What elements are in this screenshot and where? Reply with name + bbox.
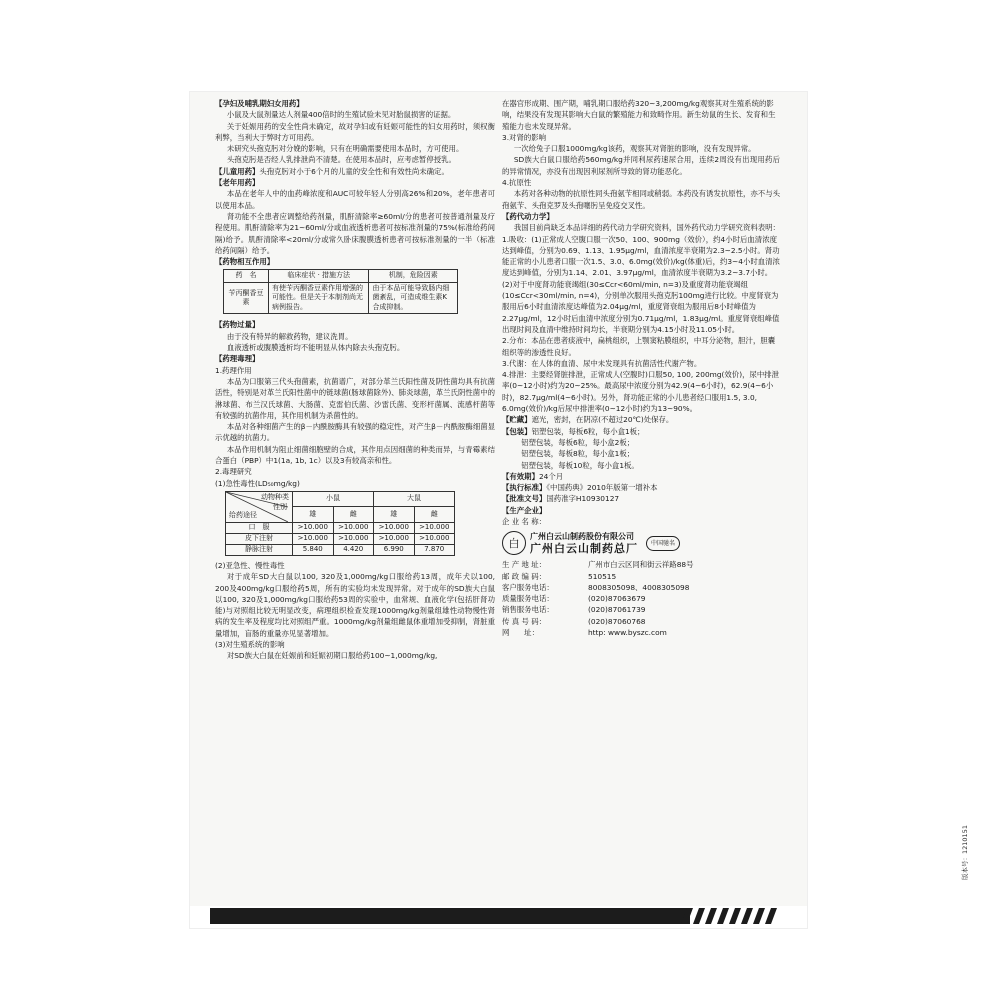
footer-stripes <box>681 908 781 924</box>
ld50-cell: >10.000 <box>333 522 374 533</box>
leaflet-sheet <box>190 92 807 928</box>
interaction-cell: 由于本品可能导致肠内细菌紊乱，可造成维生素K合成抑制。 <box>369 282 458 314</box>
contact-value: 广州市白云区同和街云祥路88号 <box>588 560 694 570</box>
route-cell: 皮下注射 <box>226 533 293 544</box>
contact-key: 生 产 地 址： <box>502 560 547 570</box>
pk-p1: 我国目前尚缺乏本品详细的药代动力学研究资料，国外药代动力学研究资料表明： <box>513 223 780 233</box>
sub-p1: 对于成年SD大白鼠以100, 320及1,000mg/kg口服给药13周，成年犬以100, 200及400mg/kg口服给药5周，所有的实验均未发现异常。对于成年的SD族大白鼠以100, 320及1,000mg/kg口服给药53周的实验中，血常规、血液化学(包括肝肾功能)与对照组比较无明显改变，病理组织检查发现1000mg/kg剂量组雄性动物慢性肾病的发生率及程度均比对照组严重。1000mg/kg剂量组雌鼠体重增加受抑制，肾脏重量增加，盲肠的重量亦见显著增加。 <box>215 572 495 638</box>
std-text: 《中国药典》2010年版第一增补本 <box>546 483 658 493</box>
renal-p1: 一次给兔子口服1000mg/kg该药，观察其对肾脏的影响，没有发现异常。 <box>513 144 756 154</box>
ld50-cell: 4.420 <box>333 544 374 555</box>
contact-row <box>502 604 780 615</box>
pharm-p2: 本品对各种细菌产生的β－内酰胺酶具有较强的稳定性，对产生β－内酰胺酶细菌显示优越的抗菌力。 <box>215 422 495 443</box>
contact-value: (020)87060768 <box>588 616 646 626</box>
contact-key: 传 真 号 码： <box>502 616 547 626</box>
valid-text: 24个月 <box>538 471 564 481</box>
interaction-header: 临床症状 · 措施方法 <box>269 270 369 283</box>
approval-title: 【批准文号】 <box>502 494 547 504</box>
contact-row <box>502 582 780 593</box>
pk-p3: 2.分布：本品在患者痰液中，扁桃组织，上颚窦粘膜组织，中耳分泌物，胆汁，胆囊组织等的渗透性良好。 <box>502 336 776 357</box>
ld50-cell: >10.000 <box>293 533 334 544</box>
ld50-cell: 7.870 <box>414 544 455 555</box>
right-column <box>502 98 780 638</box>
ld50-cell: >10.000 <box>414 533 455 544</box>
elder-p2: 肾功能不全患者应调整给药剂量，肌酐清除率≥60ml/分的患者可按普通剂量及疗程使用。肌酐清除率为21~60ml/分或血液透析患者可按标准剂量的75%(标准给药间隔)给予。肌酐清除率<20ml/分或常久卧床腹膜透析患者可按标准剂量的一半（标准给药间隔）给予。 <box>215 211 495 255</box>
child-title: 【儿童用药】 <box>215 166 260 176</box>
approval-text: 国药准字H10930127 <box>546 494 620 504</box>
storage-section <box>502 414 780 425</box>
contact-value: (020)87063679 <box>588 594 646 604</box>
pack-title: 【包装】 <box>502 426 532 436</box>
contact-key: 客户服务电话： <box>502 582 554 592</box>
antig-title: 4.抗原性 <box>502 178 532 188</box>
ld50-cell: >10.000 <box>374 522 415 533</box>
storage-title: 【贮藏】 <box>502 415 532 425</box>
valid-title: 【有效期】 <box>502 471 539 481</box>
pharm-p1: 本品为口服第三代头孢菌素，抗菌谱广，对部分革兰氏阳性菌及阴性菌均具有抗菌活性，特别是对革兰氏阳性菌中的链球菌(肠球菌除外)、肺炎球菌，革兰氏阴性菌中的淋球菌、布兰汉氏球菌、大肠菌、克雷伯氏菌、沙雷氏菌、变形杆菌属、流感杆菌等有较强的抗菌作用，其作用机制为杀菌性的。 <box>215 376 495 420</box>
company-label: 企 业 名 称： <box>502 516 547 526</box>
pack-item: 铝塑包装，每板10粒，每小盒1板。 <box>521 460 639 470</box>
preg-p1: 小鼠及大鼠剂量达人剂量400倍时的生殖试验未见对胎鼠损害的证据。 <box>226 110 456 120</box>
preg-p3: 未研究头孢克肟对分娩的影响，只有在明确需要使用本品时，方可使用。 <box>226 144 464 154</box>
route-cell: 静脉注射 <box>226 544 293 555</box>
contact-value: (020)87061739 <box>588 605 646 615</box>
pk-p5: 4.排泄：主要经肾脏排泄，正常成人(空腹时)口服50, 100, 200mg(效价)，尿中排泄率(0~12小时)约为20~25%。最高尿中浓度分别为42.9(4~6小时)，62.9(4~6小时)，82.7μg/ml(4~6小时)。另外，肾功能正常的小儿患者经口服用1.5, 3.0, 6.0mg(效价)/kg后尿中排泄率(0~12小时)约为13~90%。 <box>502 370 780 414</box>
contact-row <box>502 616 780 627</box>
std-section <box>502 482 780 493</box>
std-title: 【执行标准】 <box>502 483 547 493</box>
interaction-cell: 有使苄丙酮香豆素作用增强的可能性。但是关于本制剂尚无病例报告。 <box>269 282 369 314</box>
child-text: 头孢克肟对小于6个月的儿童的安全性和有效性尚未确定。 <box>259 166 449 176</box>
acute-title: (1)急性毒性(LD₅₀mg/kg) <box>215 478 300 488</box>
sub-title: (2)亚急性、慢性毒性 <box>215 560 285 570</box>
species-header: 小鼠 <box>293 491 374 507</box>
contact-value: 510515 <box>588 571 617 581</box>
acute-row <box>226 522 455 533</box>
tox-title: 【药理毒理】 <box>215 354 260 364</box>
species-header: 大鼠 <box>374 491 455 507</box>
interaction-cell: 苄丙酮香豆素 <box>224 282 269 314</box>
over-p2: 血液透析或腹膜透析均不能明显从体内除去头孢克肟。 <box>226 343 405 353</box>
edition-number: 版本号：1210151 <box>961 825 969 880</box>
pack-section <box>502 426 780 437</box>
preg-p2: 关于妊娠用药的安全性尚未确定，故对孕妇或有妊娠可能性的妇女用药时，须权衡利弊，当利大于弊时方可用药。 <box>215 121 495 142</box>
toxstudy-title: 2.毒理研究 <box>215 467 252 477</box>
interaction-table <box>223 269 458 314</box>
ld50-cell: >10.000 <box>293 522 334 533</box>
company-name-b: 广州白云山制药总厂 <box>530 541 638 555</box>
child-section <box>215 166 495 177</box>
acute-row <box>226 533 455 544</box>
interaction-header: 药 名 <box>224 270 269 283</box>
sex-header: 雄 <box>293 507 334 523</box>
ld50-cell: >10.000 <box>414 522 455 533</box>
contact-row <box>502 627 780 638</box>
interaction-header-row <box>224 270 458 283</box>
acute-species-row <box>226 491 455 507</box>
pharm-p3: 本品作用机制为阻止细菌细胞壁的合成，其作用点因细菌的种类而异，与青霉素结合蛋白（PBP）中1(1a, 1b, 1c）以及3有较高亲和性。 <box>215 444 495 466</box>
elder-title: 【老年用药】 <box>215 178 260 188</box>
pack-item: 铝塑包装，每板6粒，每小盒2板； <box>521 437 635 447</box>
pack-item: 铝塑包装，每板8粒，每小盒1板； <box>521 449 635 459</box>
repro-cont: 在器官形成期、围产期，哺乳期口服给药320~3,200mg/kg观察其对生殖系统的影响，结果没有发现其影响大白鼠的繁殖能力和致畸作用。新生幼鼠的生长、发育和生殖能力也未发现异常。 <box>502 99 776 131</box>
interaction-row <box>224 282 458 314</box>
ld50-cell: >10.000 <box>333 533 374 544</box>
over-p1: 由于没有特异的解救药物，建议洗胃。 <box>226 331 353 341</box>
storage-text: 遮光，密封，在阴凉(不超过20℃)处保存。 <box>531 415 674 425</box>
pack-item: 铝塑包装，每板6粒，每小盒1板； <box>531 426 645 436</box>
ld50-cell: >10.000 <box>374 533 415 544</box>
pk-p2: 1.吸收：(1)正常成人空腹口服一次50、100、900mg（效价），约4小时后血清浓度达到峰值，分别为0.69、1.13、1.95μg/ml，血清浓度半衰期为2.3~2.5小时。肾功能正常的小儿患者口服一次1.5、3.0、6.0mg(效价)/kg(体重)后，约3~4小时血清浓度达到峰值，分别为1.14、2.01、3.97μg/ml，血清浓度半衰期为3.2~3.7小时。(2)对于中度肾功能衰竭组(30≤Ccr<60ml/min, n=3)及重度肾功能衰竭组(10≤Ccr<30ml/min, n=4)，分别单次服用头孢克肟100mg进行比较。中度肾衰为服用后6小时血清浓度达峰值为2.04μg/ml，重度肾衰组为服用后8小时峰值为2.27μg/ml，12小时后血清中浓度分别为0.71μg/ml，1.83μg/ml。重度肾衰组峰值出现时间及血清中维持时间均长，半衰期分别为4.15小时及11.05小时。 <box>502 234 780 334</box>
diag-route-label: 给药途径 <box>229 511 257 520</box>
approval-section <box>502 493 780 504</box>
antig-p1: 本药对各种动物的抗原性同头孢氨苄相同或稍弱。本药没有诱发抗原性，亦不与头孢氨苄、头孢克罗及头孢噻肟呈免疫交叉性。 <box>502 189 780 210</box>
contact-key: 网 址： <box>502 628 539 638</box>
contact-row <box>502 593 780 604</box>
renal-p2: SD族大白鼠口服给药560mg/kg并同利尿药速尿合用，连续2周没有出现用药后的异常情况，亦没有出现因利尿剂所导致的肾功能恶化。 <box>502 155 780 176</box>
valid-section <box>502 471 780 482</box>
contact-row <box>502 571 780 582</box>
repro-p1: 对SD族大白鼠在妊娠前和妊娠初期口服给药100~1,000mg/kg, <box>226 651 438 661</box>
contact-key: 质量服务电话： <box>502 594 554 604</box>
diag-sex-label: 性别 <box>273 502 287 511</box>
trademark-badge: 中国驰名 <box>646 536 680 551</box>
sex-header: 雄 <box>374 507 415 523</box>
company-logo-block <box>502 531 780 555</box>
company-names <box>530 532 638 555</box>
acute-toxicity-table <box>225 491 455 556</box>
maker-title: 【生产企业】 <box>502 505 547 515</box>
contact-value: 8008305098、4008305098 <box>588 582 690 592</box>
footer-decoration <box>190 906 807 928</box>
pk-title: 【药代动力学】 <box>502 211 554 221</box>
ld50-cell: 6.990 <box>374 544 415 555</box>
ld50-cell: 5.840 <box>293 544 334 555</box>
contact-key: 邮 政 编 码： <box>502 571 547 581</box>
company-logo-icon: 白 <box>502 531 526 555</box>
company-name-a: 广州白云山制药股份有限公司 <box>530 531 634 541</box>
contact-value: http: www.byszc.com <box>588 628 667 638</box>
pharm-title: 1.药理作用 <box>215 365 252 375</box>
acute-row <box>226 544 455 555</box>
inter-title: 【药物相互作用】 <box>215 257 275 267</box>
acute-diagonal-header <box>226 491 293 522</box>
preg-p4: 头孢克肟是否经人乳排泄尚不清楚。在使用本品时，应考虑暂停授乳。 <box>226 155 456 165</box>
elder-p1: 本品在老年人中的血药峰浓度和AUC可较年轻人分别高26%和20%，老年患者可以使用本品。 <box>215 189 495 210</box>
sex-header: 雌 <box>414 507 455 523</box>
contact-row <box>502 559 780 570</box>
footer-black-band <box>210 908 690 924</box>
contact-key: 销售服务电话： <box>502 605 554 615</box>
route-cell: 口 服 <box>226 522 293 533</box>
repro-title: (3)对生殖系统的影响 <box>215 639 285 649</box>
interaction-header: 机制，危险因素 <box>369 270 458 283</box>
preg-title: 【孕妇及哺乳期妇女用药】 <box>215 99 304 108</box>
pk-p4: 3.代谢：在人体的血清、尿中未发现具有抗菌活性代谢产物。 <box>502 358 702 368</box>
renal-title: 3.对肾的影响 <box>502 132 547 142</box>
sex-header: 雌 <box>333 507 374 523</box>
left-column <box>215 98 495 662</box>
diag-species-label: 动物种类 <box>261 492 289 501</box>
over-title: 【药物过量】 <box>215 320 260 330</box>
